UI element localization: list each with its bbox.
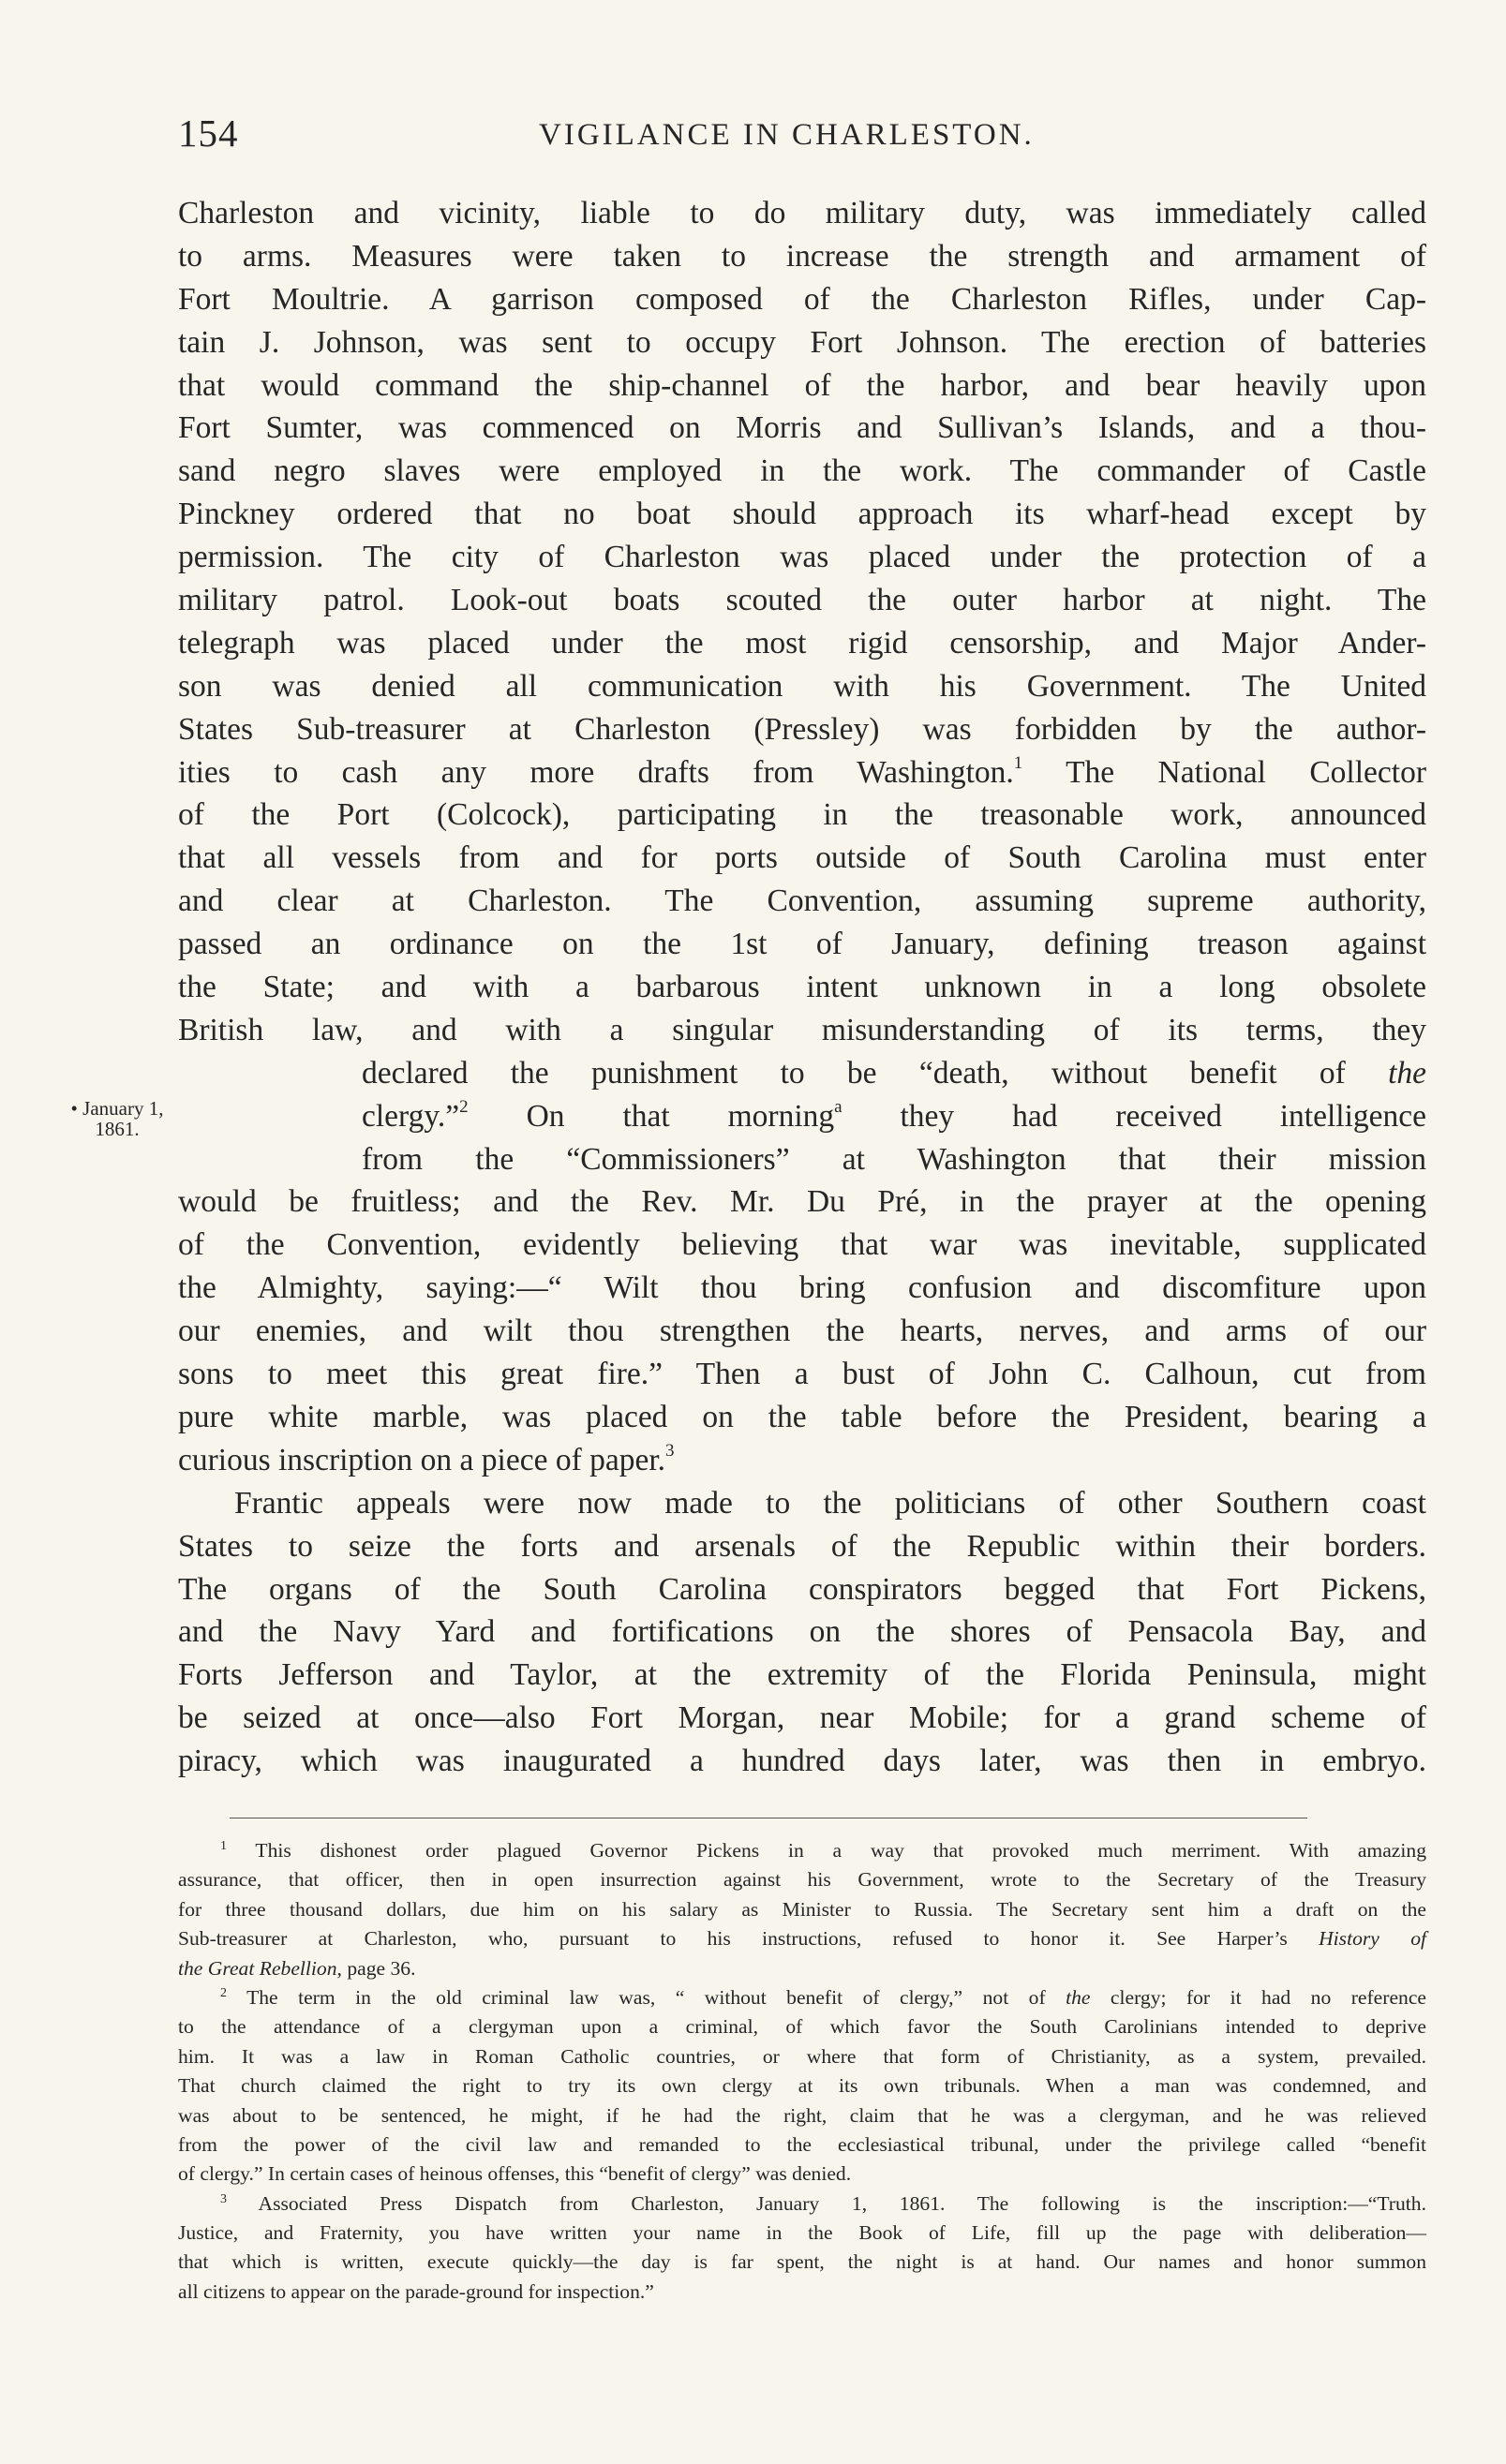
running-head: VIGILANCE IN CHARLESTON. — [539, 118, 1035, 152]
footnote-line: was about to be sentenced, he might, if he had the right, claim that he was a clergyman, and he was relieved — [178, 2103, 1426, 2127]
footnote-line: Sub-treasurer at Charleston, who, pursuant to his instructions, refused to honor it. See Harper’s History of — [178, 1927, 1426, 1951]
footnote-line: $^2$ The term in the old criminal law was, “ without benefit of clergy,” not of the clergy; for it had no reference — [220, 1985, 1426, 2009]
footnote-line: $^3$ Associated Press Dispatch from Charleston, January 1, 1861. The following is the inscription:—“Truth. — [220, 2191, 1426, 2215]
text-line: clergy.”$^2$ On that morning$^a$ they had received intelligence — [362, 1096, 1427, 1134]
page-number: 154 — [178, 111, 239, 155]
text-line: ities to cash any more drafts from Washington.$^1$ The National Collector — [178, 752, 1426, 790]
text-line: the Almighty, saying:—“ Wilt thou bring confusion and discomfiture upon — [178, 1270, 1426, 1306]
footnote-line: for three thousand dollars, due him on his salary as Minister to Russia. The Secretary sent him a draft on the — [178, 1897, 1426, 1921]
page-header — [178, 111, 1424, 167]
footnote-line: that which is written, execute quickly—the day is far spent, the night is at hand. Our names and honor summon — [178, 2250, 1426, 2274]
text-line: military patrol. Look-out boats scouted the outer harbor at night. The — [178, 583, 1426, 618]
text-line: States Sub-treasurer at Charleston (Pressley) was forbidden by the author- — [178, 711, 1426, 747]
margin-ref: a — [834, 1096, 842, 1117]
text-line: the State; and with a barbarous intent unknown in a long obsolete — [178, 970, 1426, 1005]
footnotes — [178, 1836, 1426, 2307]
footnote-line: from the power of the civil law and remanded to the ecclesiastical tribunal, under the privilege called “benefit — [178, 2132, 1426, 2156]
text-line: of the Convention, evidently believing that war was inevitable, supplicated — [178, 1227, 1426, 1263]
text-line: passed an ordinance on the 1st of January, defining treason against — [178, 927, 1426, 962]
footnote-line: to the attendance of a clergyman upon a criminal, of which favor the South Carolinians intended to deprive — [178, 2015, 1426, 2039]
text-line: piracy, which was inaugurated a hundred days later, was then in embryo. — [178, 1744, 1426, 1779]
text-line: from the “Commissioners” at Washington that their mission — [362, 1141, 1426, 1177]
text-line: that would command the ship-channel of the harbor, and bear heavily upon — [178, 367, 1426, 403]
text-line: pure white marble, was placed on the table before the President, bearing a — [178, 1399, 1426, 1434]
text-line: to arms. Measures were taken to increase the strength and armament of — [178, 238, 1426, 274]
text-line: would be fruitless; and the Rev. Mr. Du Pré, in the prayer at the opening — [178, 1184, 1426, 1220]
footnote-line: Justice, and Fraternity, you have written your name in the Book of Life, fill up the page with deliberation— — [178, 2221, 1426, 2245]
text-line: Charleston and vicinity, liable to do military duty, was immediately called — [178, 196, 1426, 230]
footnote-marker: 2 — [220, 1985, 227, 2000]
text-line: Fort Sumter, was commenced on Morris and Sullivan’s Islands, and a thou- — [178, 410, 1426, 446]
footnote-ref: 1 — [1013, 752, 1023, 773]
footnote-marker: 1 — [220, 1839, 227, 1853]
main-text — [178, 192, 1426, 1783]
margin-note-line: • January 1, — [70, 1097, 164, 1120]
text-line: declared the punishment to be “death, without benefit of the — [362, 1055, 1426, 1091]
text-line: that all vessels from and for ports outside of South Carolina must enter — [178, 840, 1426, 876]
text-line: sons to meet this great fire.” Then a bust of John C. Calhoun, cut from — [178, 1357, 1426, 1392]
footnote-ref: 2 — [459, 1096, 469, 1117]
text-line: son was denied all communication with his Government. The United — [178, 668, 1426, 704]
text-line: Pinckney ordered that no boat should approach its wharf-head except by — [178, 497, 1426, 532]
text-line: Frantic appeals were now made to the politicians of other Southern coast — [234, 1485, 1426, 1521]
text-line: our enemies, and wilt thou strengthen the hearts, nerves, and arms of our — [178, 1314, 1426, 1349]
footnote-line: him. It was a law in Roman Catholic countries, or where that form of Christianity, as a system, prevailed. — [178, 2044, 1426, 2068]
text-line: British law, and with a singular misunderstanding of its terms, they — [178, 1012, 1426, 1047]
text-line: be seized at once—also Fort Morgan, near Mobile; for a grand scheme of — [178, 1700, 1426, 1736]
text-line: Fort Moultrie. A garrison composed of the Charleston Rifles, under Cap- — [178, 281, 1426, 317]
margin-note-line: 1861. — [95, 1118, 140, 1140]
text-line: and clear at Charleston. The Convention, assuming supreme authority, — [178, 883, 1426, 919]
text-line: The organs of the South Carolina conspirators begged that Fort Pickens, — [178, 1571, 1426, 1607]
text-line: telegraph was placed under the most rigid censorship, and Major Ander- — [178, 625, 1426, 661]
footnote-line: assurance, that officer, then in open insurrection against his Government, wrote to the Secretary of the Treasury — [178, 1868, 1426, 1892]
text-line: curious inscription on a piece of paper.$^3$ — [178, 1440, 675, 1477]
text-line: Forts Jefferson and Taylor, at the extremity of the Florida Peninsula, might — [178, 1657, 1426, 1693]
footnote-line: of clergy.” In certain cases of heinous offenses, this “benefit of clergy” was denied. — [178, 2162, 852, 2186]
text-line: sand negro slaves were employed in the work. The commander of Castle — [178, 453, 1426, 489]
footnote-line: the Great Rebellion, page 36. — [178, 1956, 416, 1980]
footnote-marker: 3 — [220, 2191, 227, 2206]
text-line: permission. The city of Charleston was placed under the protection of a — [178, 540, 1426, 575]
text-line: tain J. Johnson, was sent to occupy Fort Johnson. The erection of batteries — [178, 324, 1426, 360]
footnote-ref: 3 — [665, 1440, 675, 1461]
footnote-line: That church claimed the right to try its own clergy at its own tribunals. When a man was condemned, and — [178, 2074, 1426, 2098]
margin-note — [37, 1098, 197, 1139]
text-line: States to seize the forts and arsenals of the Republic within their borders. — [178, 1528, 1426, 1564]
text-line: and the Navy Yard and fortifications on the shores of Pensacola Bay, and — [178, 1614, 1426, 1650]
text-line: of the Port (Colcock), participating in the treasonable work, announced — [178, 797, 1426, 833]
footnote-line: all citizens to appear on the parade-ground for inspection.” — [178, 2279, 654, 2303]
footnote-line: $^1$ This dishonest order plagued Governor Pickens in a way that provoked much merriment. With amazing — [220, 1839, 1426, 1862]
